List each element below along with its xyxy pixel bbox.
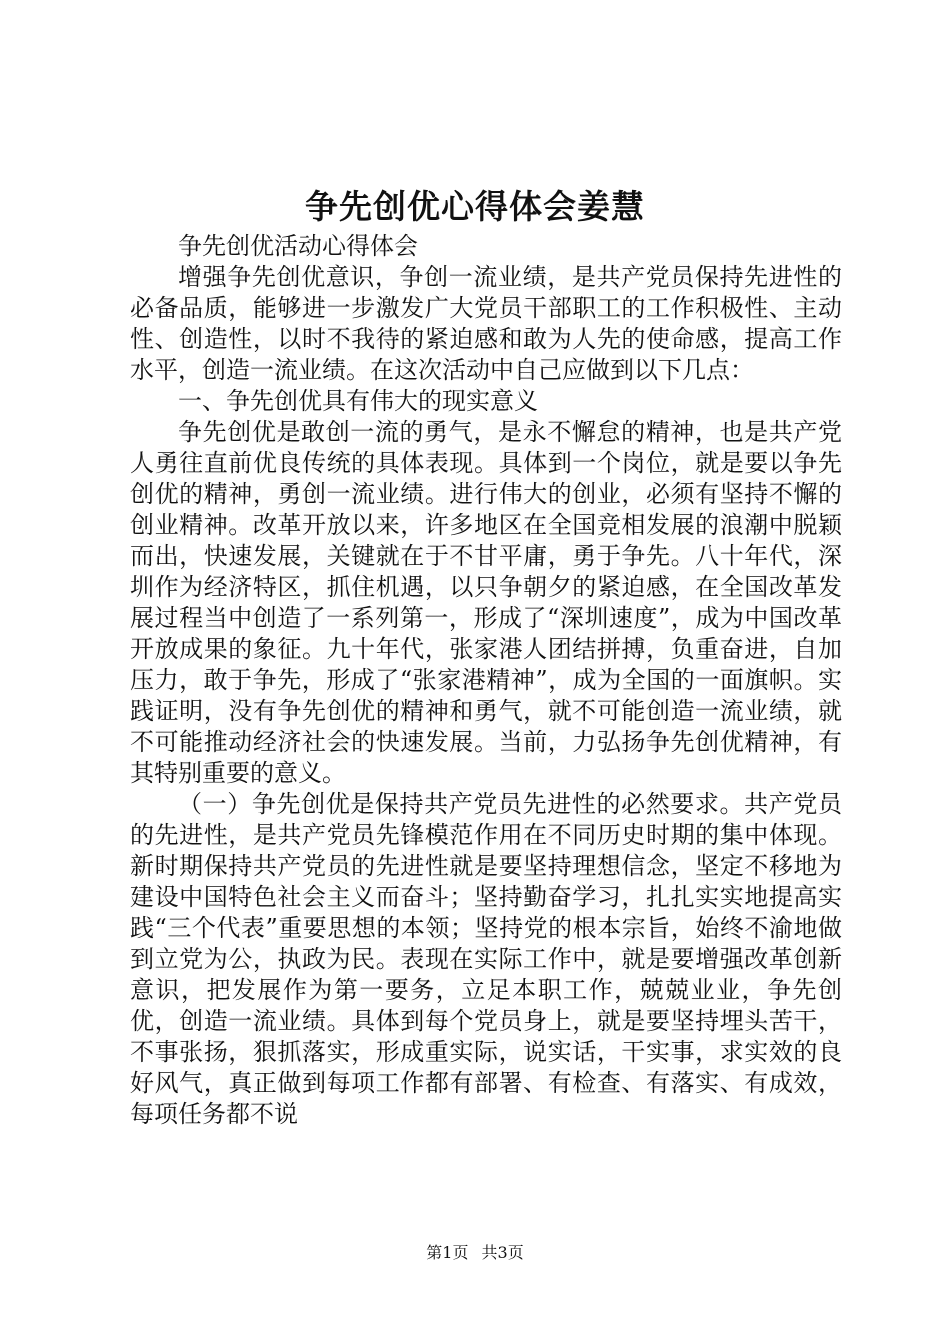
body-paragraph-intro: 增强争先创优意识，争创一流业绩，是共产党员保持先进性的必备品质，能够进一步激发广大党员干部职工的工作积极性、主动性、创造性，以时不我待的紧迫感和敢为人先的使命感，提高工作水平，创造一流业绩。在这次活动中自己应做到以下几点： — [130, 263, 842, 384]
body-paragraph-point-1: （一）争先创优是保持共产党员先进性的必然要求。共产党员的先进性，是共产党员先锋模范作用在不同历史时期的集中体现。新时期保持共产党员的先进性就是要坚持理想信念，坚定不移地为建设中国特色社会主义而奋斗；坚持勤奋学习，扎扎实实地提高实践“三个代表”重要思想的本领；坚持党的根本宗旨，始终不渝地做到立党为公，执政为民。表现在实际工作中，就是要增强改革创新意识，把发展作为第一要务，立足本职工作，兢兢业业，争先创优，创造一流业绩。具体到每个党员身上，就是要坚持埋头苦干，不事张扬，狠抓落实，形成重实际，说实话，干实事，求实效的良好风气，真正做到每项工作都有部署、有检查、有落实、有成效，每项任务都不说 — [130, 790, 842, 1128]
page-number: 第1页 — [426, 1243, 469, 1262]
body-paragraph-significance: 争先创优是敢创一流的勇气，是永不懈怠的精神，也是共产党人勇往直前优良传统的具体表现。具体到一个岗位，就是要以争先创优的精神，勇创一流业绩。进行伟大的创业，必须有坚持不懈的创业精神。改革开放以来，许多地区在全国竞相发展的浪潮中脱颖而出，快速发展，关键就在于不甘平庸，勇于争先。八十年代，深圳作为经济特区，抓住机遇，以只争朝夕的紧迫感，在全国改革发展过程当中创造了一系列第一，形成了“深圳速度”，成为中国改革开放成果的象征。九十年代，张家港人团结拼搏，负重奋进，自加压力，敢于争先，形成了“张家港精神”，成为全国的一面旗帜。实践证明，没有争先创优的精神和勇气，就不可能创造一流业绩，就不可能推动经济社会的快速发展。当前，力弘扬争先创优精神，有其特别重要的意义。 — [130, 418, 842, 787]
document-title: 争先创优心得体会姜慧 — [305, 187, 645, 226]
section-heading-1: 一、争先创优具有伟大的现实意义 — [178, 387, 538, 415]
page-footer — [0, 1242, 950, 1264]
page-total: 共3页 — [481, 1243, 524, 1262]
document-body — [130, 231, 842, 1130]
body-paragraph-subtitle: 争先创优活动心得体会 — [178, 232, 418, 260]
